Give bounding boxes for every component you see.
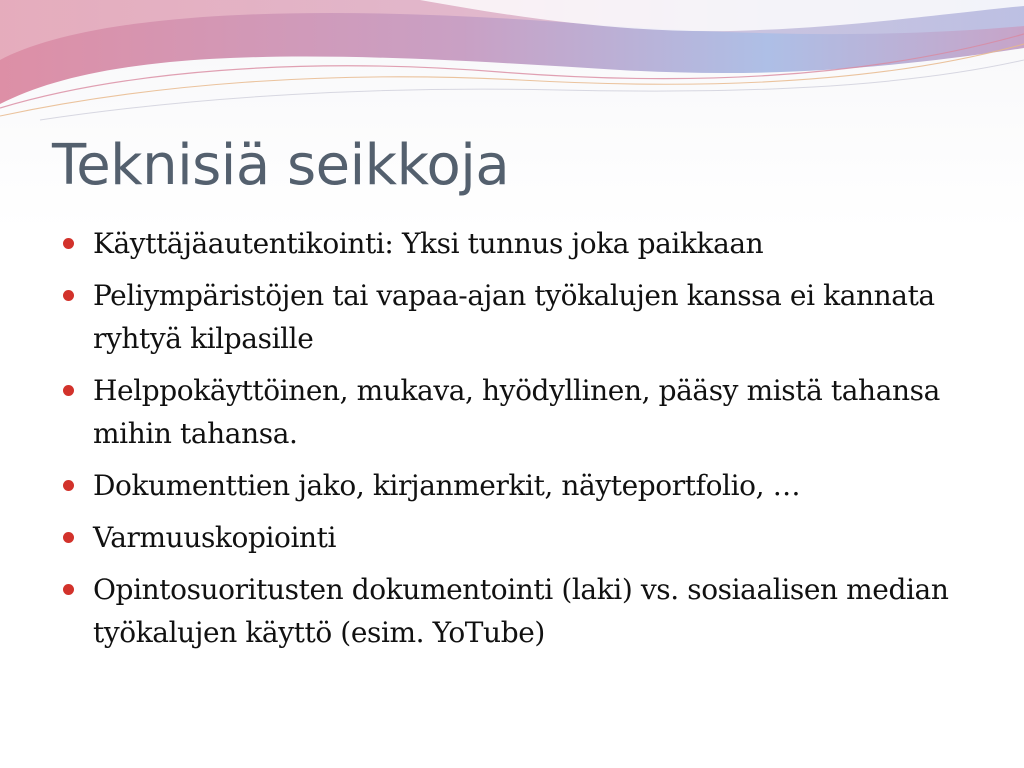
slide-title: Teknisiä seikkoja (52, 133, 510, 198)
bullet-item (60, 568, 990, 654)
bullet-item (60, 516, 990, 559)
bullet-dot-icon (63, 584, 74, 595)
bullet-dot-icon (63, 480, 74, 491)
bullet-text: Opintosuoritusten dokumentointi (laki) vs. sosiaalisen median työkalujen käyttö (esim. YoTube) (93, 573, 949, 649)
bullet-item (60, 369, 990, 455)
bullet-list (60, 222, 990, 663)
wave-line-3 (40, 60, 1024, 120)
bullet-text: Peliympäristöjen tai vapaa-ajan työkalujen kanssa ei kannata ryhtyä kilpasille (93, 279, 935, 355)
bullet-item (60, 222, 990, 265)
bullet-item (60, 274, 990, 360)
decorative-wave-header (0, 0, 1024, 130)
bullet-dot-icon (63, 532, 74, 543)
bullet-dot-icon (63, 385, 74, 396)
bullet-item (60, 464, 990, 507)
bullet-text: Helppokäyttöinen, mukava, hyödyllinen, pääsy mistä tahansa mihin tahansa. (93, 374, 940, 450)
bullet-text: Dokumenttien jako, kirjanmerkit, näyteportfolio, … (93, 469, 801, 502)
bullet-dot-icon (63, 238, 74, 249)
bullet-dot-icon (63, 290, 74, 301)
bullet-text: Varmuuskopiointi (93, 521, 337, 554)
bullet-text: Käyttäjäautentikointi: Yksi tunnus joka paikkaan (93, 227, 764, 260)
